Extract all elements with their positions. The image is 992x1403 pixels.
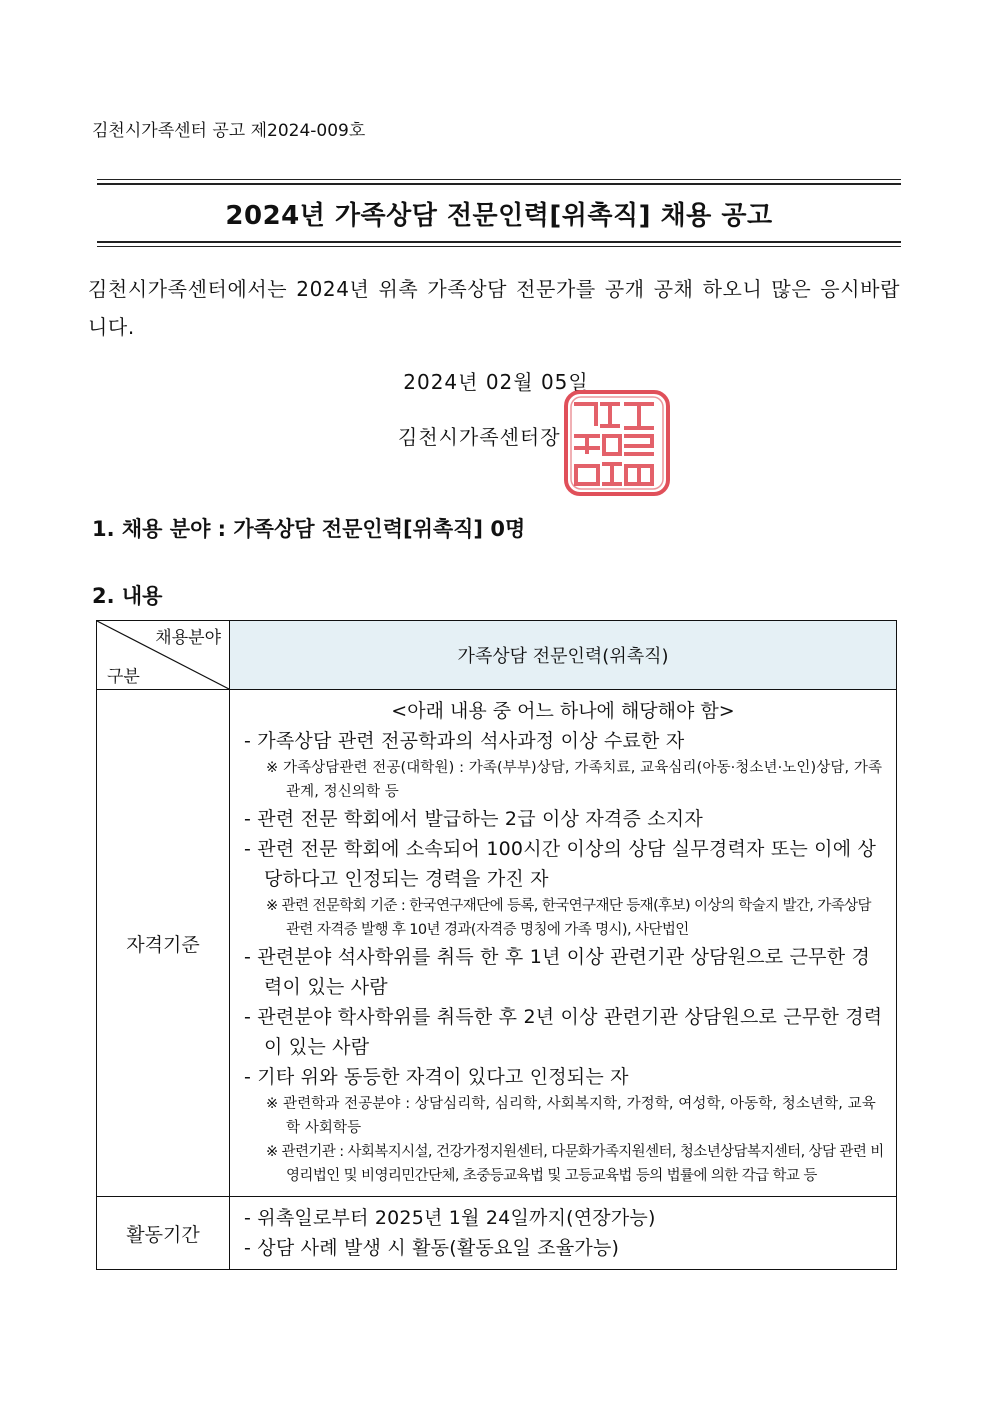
table-header-cell: 가족상담 전문인력(위촉직) (230, 621, 897, 690)
corner-label-category: 구분 (107, 667, 140, 687)
section-1-heading: 1. 채용 분야 : 가족상담 전문인력[위촉직] 0명 (92, 517, 526, 541)
title-rule-bottom-thin (97, 246, 901, 247)
criteria-note: ※ 가족상담관련 전공(대학원) : 가족(부부)상담, 가족치료, 교육심리(아동·청소년·노인)상담, 가족관계, 정신의학 등 (266, 760, 883, 800)
row-label-qualifications: 자격기준 (97, 690, 230, 1197)
criteria-note: ※ 관련기관 : 사회복지시설, 건강가정지원센터, 다문화가족지원센터, 청소년상담복지센터, 상담 관련 비영리법인 및 비영리민간단체, 초중등교육법 및 고등교육법 등의 법률에 의한 각급 학교 등 (266, 1144, 884, 1184)
table-header-row (97, 621, 897, 690)
activity-period-cell (230, 1197, 897, 1270)
activity-item: - 위촉일로부터 2025년 1월 24일까지(연장가능) (244, 1207, 656, 1229)
table-row-activity-period (97, 1197, 897, 1270)
official-seal-stamp (562, 388, 672, 498)
criteria-note: ※ 관련학과 전공분야 : 상담심리학, 심리학, 사회복지학, 가정학, 여성학, 아동학, 청소년학, 교육학 사회학등 (266, 1096, 876, 1136)
title-rule-top-thin (97, 179, 901, 180)
activity-item: - 상담 사례 발생 시 활동(활동요일 조율가능) (244, 1237, 620, 1259)
row-label-activity-period: 활동기간 (97, 1197, 230, 1270)
section-2-heading: 2. 내용 (92, 584, 163, 608)
qualifications-cell (230, 690, 897, 1197)
corner-label-field: 채용분야 (155, 628, 221, 648)
criteria-item: - 가족상담 관련 전공학과의 석사과정 이상 수료한 자 (244, 730, 685, 752)
criteria-item: - 관련 전문 학회에서 발급하는 2급 이상 자격증 소지자 (244, 808, 703, 830)
criteria-item: - 관련분야 석사학위를 취득 한 후 1년 이상 관련기관 상담원으로 근무한 경력이 있는 사람 (244, 946, 871, 998)
criteria-item: - 기타 위와 동등한 자격이 있다고 인정되는 자 (244, 1066, 629, 1088)
table-row-qualifications (97, 690, 897, 1197)
criteria-item: - 관련 전문 학회에 소속되어 100시간 이상의 상담 실무경력자 또는 이에 상당하다고 인정되는 경력을 가진 자 (244, 838, 877, 890)
criteria-heading: <아래 내용 중 어느 하나에 해당해야 함> (391, 700, 735, 722)
title-rule-bottom-thick (97, 241, 901, 243)
announcement-date: 2024년 02월 05일 (403, 370, 589, 394)
page-title: 2024년 가족상담 전문인력[위촉직] 채용 공고 (225, 201, 773, 231)
intro-paragraph: 김천시가족센터에서는 2024년 위촉 가족상담 전문가를 공개 공채 하오니 많은 응시바랍니다. (88, 277, 900, 339)
notice-number: 김천시가족센터 공고 제2024-009호 (92, 121, 366, 141)
criteria-item: - 관련분야 학사학위를 취득한 후 2년 이상 관련기관 상담원으로 근무한 경력이 있는 사람 (244, 1006, 883, 1058)
recruitment-table (96, 620, 897, 1270)
signer-name: 김천시가족센터장 (398, 425, 561, 449)
title-rule-top-thick (97, 183, 901, 185)
table-corner-cell (97, 621, 230, 690)
criteria-note: ※ 관련 전문학회 기준 : 한국연구재단에 등록, 한국연구재단 등재(후보) 이상의 학술지 발간, 가족상담 관련 자격증 발행 후 10년 경과(자격증 명칭에 가족 명시), 사단법인 (266, 898, 871, 938)
